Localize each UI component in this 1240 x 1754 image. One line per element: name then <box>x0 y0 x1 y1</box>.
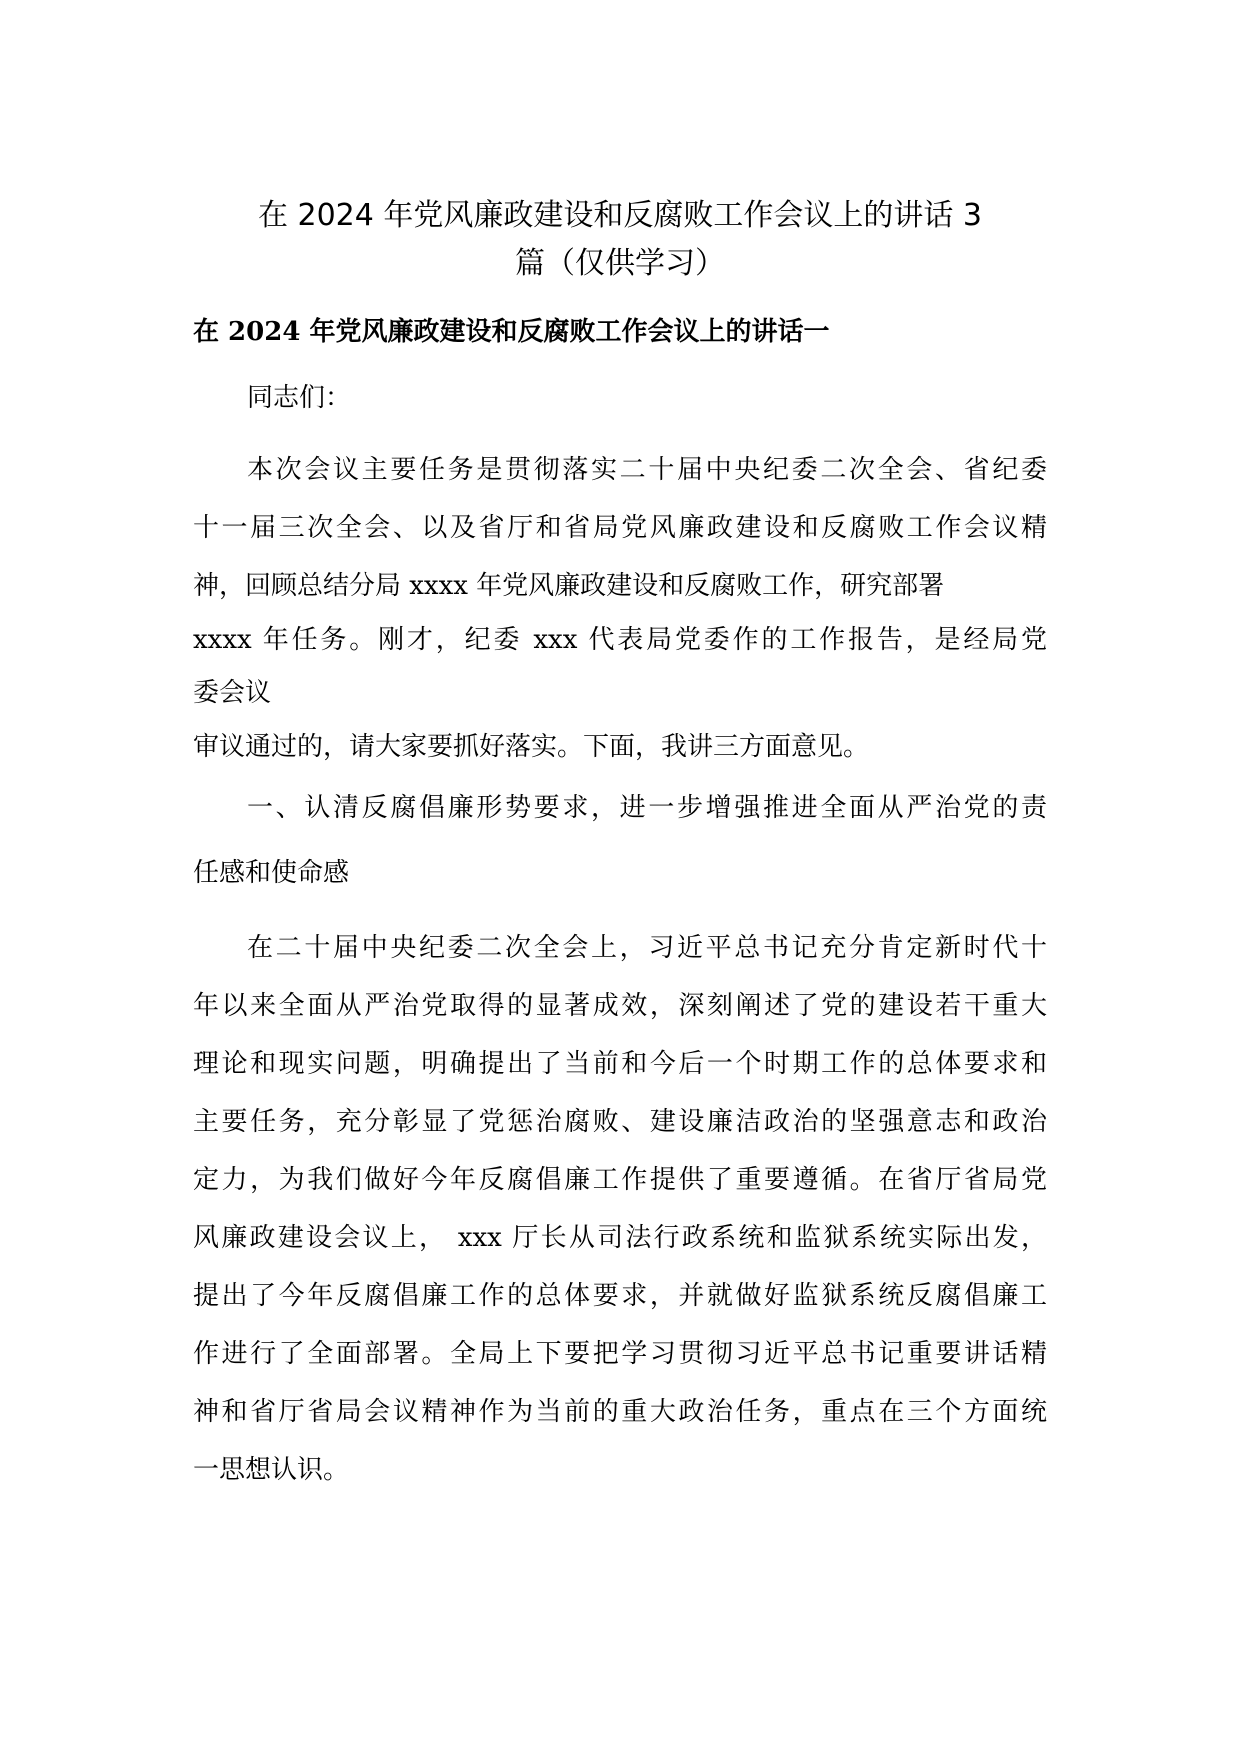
paragraph-line: 提出了今年反腐倡廉工作的总体要求，并就做好监狱系统反腐倡廉工 <box>193 1281 1047 1311</box>
paragraph-line: 本次会议主要任务是贯彻落实二十届中央纪委二次全会、省纪委 <box>247 455 1047 485</box>
heading-line: 一、认清反腐倡廉形势要求，进一步增强推进全面从严治党的责 <box>247 793 1047 823</box>
paragraph-line: 在二十届中央纪委二次全会上，习近平总书记充分肯定新时代十 <box>247 933 1047 963</box>
paragraph-line: 年以来全面从严治党取得的显著成效，深刻阐述了党的建设若干重大 <box>193 991 1047 1021</box>
document-title-line-1: 在 2024 年党风廉政建设和反腐败工作会议上的讲话 3 <box>257 198 983 233</box>
paragraph-line: 理论和现实问题，明确提出了当前和今后一个时期工作的总体要求和 <box>193 1049 1047 1079</box>
paragraph-line: 神，回顾总结分局 xxxx 年党风廉政建设和反腐败工作，研究部署 <box>193 571 945 601</box>
paragraph-line: 委会议 <box>193 678 272 708</box>
paragraph-line: 风廉政建设会议上， xxx 厅长从司法行政系统和监狱系统实际出发， <box>193 1223 1047 1253</box>
paragraph-line: xxxx 年任务。刚才，纪委 xxx 代表局党委作的工作报告，是经局党 <box>193 625 1047 655</box>
paragraph-line: 作进行了全面部署。全局上下要把学习贯彻习近平总书记重要讲话精 <box>193 1339 1047 1369</box>
section-heading: 在 2024 年党风廉政建设和反腐败工作会议上的讲话一 <box>193 317 830 347</box>
document-title-line-2: 篇（仅供学习） <box>515 246 725 281</box>
paragraph-line: 主要任务，充分彰显了党惩治腐败、建设廉洁政治的坚强意志和政治 <box>193 1107 1047 1137</box>
paragraph-line: 一思想认识。 <box>193 1455 350 1485</box>
paragraph-line: 审议通过的，请大家要抓好落实。下面，我讲三方面意见。 <box>193 732 870 762</box>
paragraph-line: 十一届三次全会、以及省厅和省局党风廉政建设和反腐败工作会议精 <box>193 513 1047 543</box>
salutation-line: 同志们： <box>247 383 352 413</box>
paragraph-line: 定力，为我们做好今年反腐倡廉工作提供了重要遵循。在省厅省局党 <box>193 1165 1047 1195</box>
paragraph-line: 神和省厅省局会议精神作为当前的重大政治任务，重点在三个方面统 <box>193 1397 1047 1427</box>
heading-line: 任感和使命感 <box>193 858 350 888</box>
